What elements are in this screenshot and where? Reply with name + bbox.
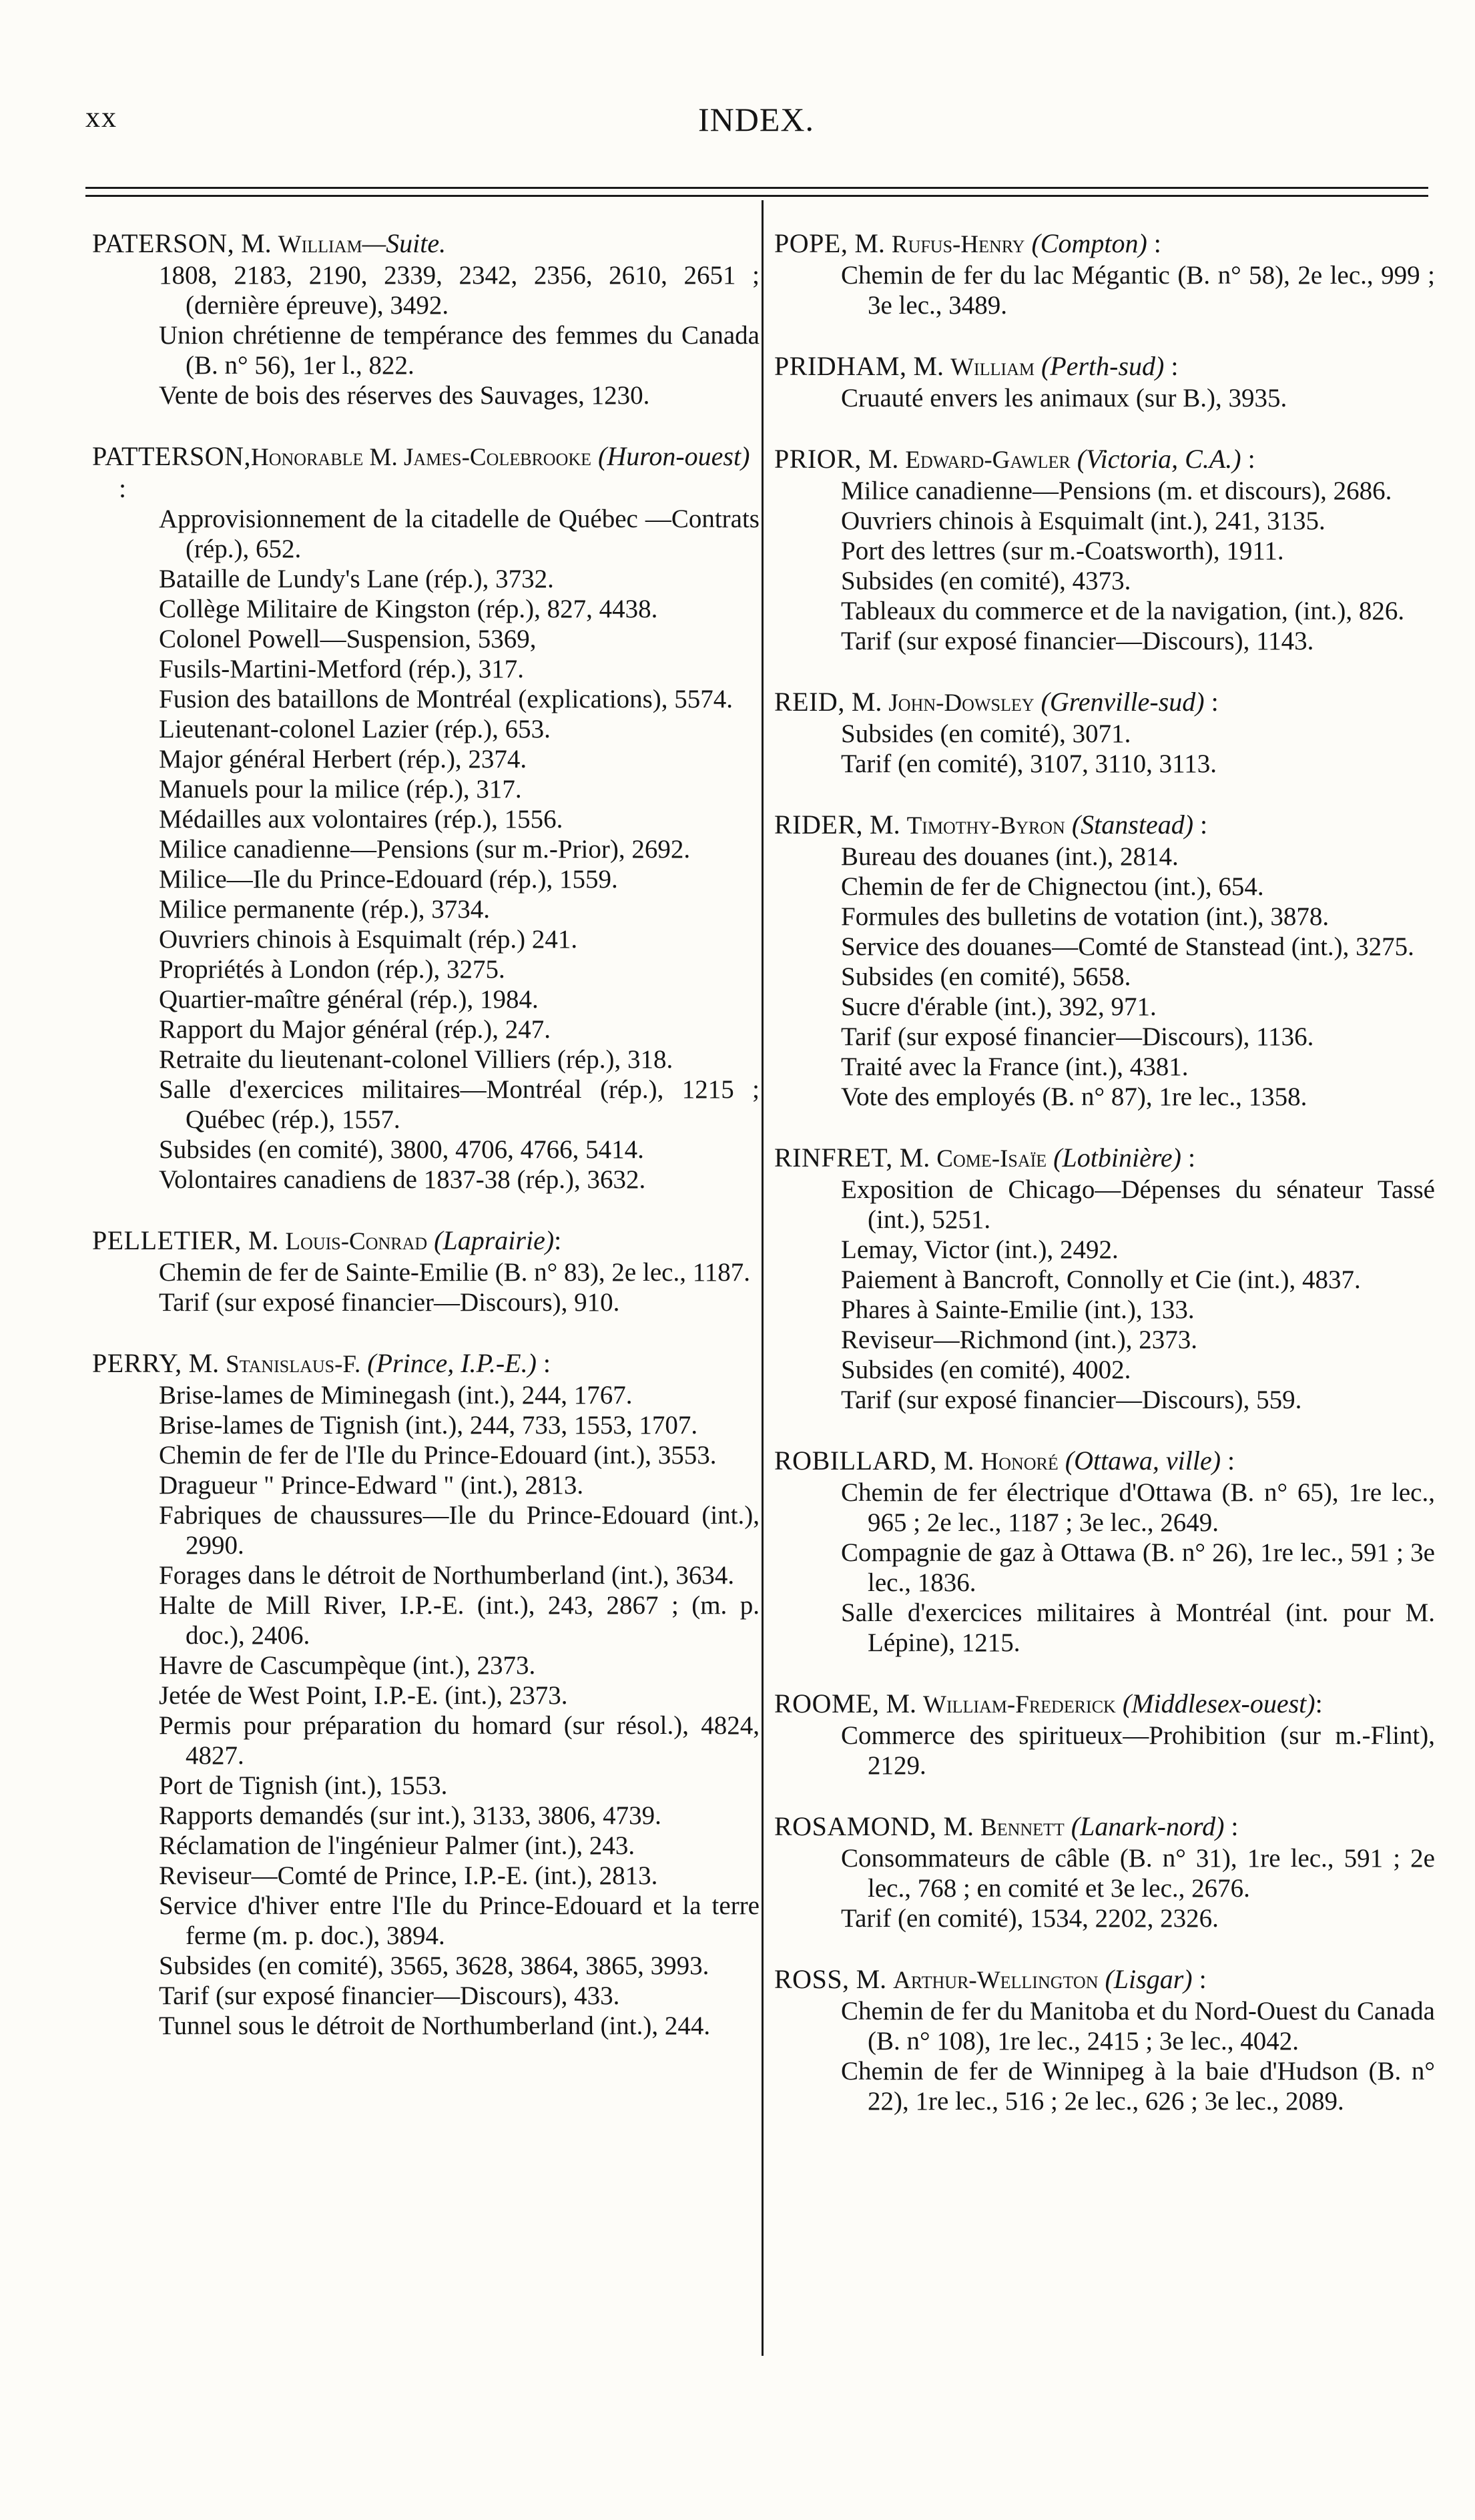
subject-line: Jetée de West Point, I.P.-E. (int.), 2373. <box>159 1681 568 1710</box>
entry-heading <box>774 228 1435 260</box>
entry-heading <box>774 1688 1435 1720</box>
subject-line: Subsides (en comité), 4373. <box>841 567 1131 595</box>
member-given-name: Honorable M. James-Colebrooke <box>251 444 592 471</box>
member-honorific: M. <box>863 810 907 840</box>
subject-line: Fusils-Martini-Metford (rép.), 317. <box>159 655 524 683</box>
subject-line: Vote des employés (B. n° 87), 1re lec., 1358. <box>841 1082 1307 1111</box>
subject-line: Quartier-maître général (rép.), 1984. <box>159 985 539 1014</box>
heading-tail: : <box>119 473 127 503</box>
subject-line: Fabriques de chaussures—Ile du Prince-Edouard (int.), 2990. <box>159 1501 760 1560</box>
member-surname: ROBILLARD, <box>774 1446 937 1476</box>
member-given-name: Come-Isaïe <box>936 1145 1047 1173</box>
right-column <box>774 228 1435 2147</box>
subject-line: Tarif (sur exposé financier—Discours), 910. <box>159 1288 620 1317</box>
subject-line: Dragueur " Prince-Edward " (int.), 2813. <box>159 1471 584 1500</box>
member-surname: RINFRET, <box>774 1143 893 1173</box>
subject-line: Commerce des spiritueux—Prohibition (sur m.-Flint), 2129. <box>841 1721 1435 1780</box>
member-suffix: —Suite. <box>362 228 447 258</box>
member-given-name: John-Dowsley <box>888 689 1035 717</box>
member-honorific: M. <box>936 1811 981 1841</box>
page-number: xx <box>85 101 117 133</box>
subject-line: Subsides (en comité), 3800, 4706, 4766, 5414. <box>159 1135 644 1164</box>
member-surname: ROSAMOND, <box>774 1811 937 1841</box>
subject-line: Bureau des douanes (int.), 2814. <box>841 842 1179 871</box>
column-divider <box>762 200 764 2356</box>
page-header <box>85 100 1427 147</box>
entry-heading <box>92 1225 760 1257</box>
index-entry <box>774 228 1435 320</box>
member-given-name: Stanislaus-F. <box>226 1351 361 1378</box>
subject-line: Brise-lames de Tignish (int.), 244, 733, 1553, 1707. <box>159 1411 698 1440</box>
subject-line: Subsides (en comité), 3071. <box>841 719 1131 748</box>
subject-line: Réclamation de l'ingénieur Palmer (int.), 243. <box>159 1831 635 1860</box>
subject-line: Exposition de Chicago—Dépenses du sénateur Tassé (int.), 5251. <box>841 1175 1435 1234</box>
subject-line: Subsides (en comité), 5658. <box>841 962 1131 991</box>
entry-heading <box>774 1964 1435 1996</box>
member-honorific: M. <box>892 1143 937 1173</box>
member-honorific: M. <box>936 1446 981 1476</box>
member-surname: RIDER, <box>774 810 863 840</box>
subject-line: Milice—Ile du Prince-Edouard (rép.), 1559. <box>159 865 618 894</box>
member-honorific: M. <box>848 228 892 258</box>
member-honorific: M. <box>182 1348 226 1378</box>
subject-line: Chemin de fer de Sainte-Emilie (B. n° 83), 2e lec., 1187. <box>159 1258 750 1287</box>
member-honorific: M. <box>861 444 906 474</box>
subject-line: Lemay, Victor (int.), 2492. <box>841 1235 1119 1264</box>
member-given-name: Louis-Conrad <box>285 1228 428 1255</box>
member-riding: (Lisgar) <box>1105 1964 1193 1994</box>
index-entry <box>92 1225 760 1317</box>
heading-tail: : <box>1192 1964 1207 1994</box>
heading-tail: : <box>1315 1688 1323 1718</box>
index-entry <box>774 444 1435 656</box>
subject-line: Colonel Powell—Suspension, 5369, <box>159 625 537 653</box>
heading-tail: : <box>1224 1811 1239 1841</box>
member-given-name: Edward-Gawler <box>905 446 1071 474</box>
subject-line: Formules des bulletins de votation (int.), 3878. <box>841 902 1330 931</box>
member-honorific: M. <box>241 1225 286 1255</box>
subject-line: Consommateurs de câble (B. n° 31), 1re lec., 591 ; 2e lec., 768 ; en comité et 3e lec., 2676. <box>841 1844 1435 1903</box>
index-entry <box>774 1446 1435 1658</box>
member-surname: REID, <box>774 687 845 717</box>
subject-line: Tarif (en comité), 3107, 3110, 3113. <box>841 749 1217 778</box>
heading-tail: : <box>554 1225 562 1255</box>
subject-line: Chemin de fer électrique d'Ottawa (B. n° 65), 1re lec., 965 ; 2e lec., 1187 ; 3e lec., 2649. <box>841 1478 1435 1537</box>
subject-line: Cruauté envers les animaux (sur B.), 3935. <box>841 384 1287 412</box>
member-honorific: M. <box>906 351 951 381</box>
member-riding: (Grenville-sud) <box>1041 687 1205 717</box>
member-riding: (Perth-sud) <box>1041 351 1165 381</box>
subject-line: Chemin de fer de Chignectou (int.), 654. <box>841 872 1264 901</box>
entry-heading <box>774 1811 1435 1843</box>
index-entry <box>774 1964 1435 2116</box>
member-surname: PERRY, <box>92 1348 182 1378</box>
header-rule-top <box>85 187 1428 189</box>
subject-line: Milice canadienne—Pensions (sur m.-Prior), 2692. <box>159 835 691 864</box>
subject-line: Port de Tignish (int.), 1553. <box>159 1771 448 1800</box>
subject-line: Volontaires canadiens de 1837-38 (rép.), 3632. <box>159 1165 646 1194</box>
member-riding: (Lotbinière) <box>1053 1143 1181 1173</box>
member-surname: PATTERSON, <box>92 441 252 471</box>
member-given-name: Bennett <box>980 1814 1065 1841</box>
member-honorific: M. <box>849 1964 894 1994</box>
subject-line: Milice canadienne—Pensions (m. et discours), 2686. <box>841 477 1392 505</box>
subject-line: Médailles aux volontaires (rép.), 1556. <box>159 805 563 834</box>
index-entry <box>774 687 1435 779</box>
subject-line: Service des douanes—Comté de Stanstead (int.), 3275. <box>841 932 1414 961</box>
subject-line: Chemin de fer du Manitoba et du Nord-Ouest du Canada (B. n° 108), 1re lec., 2415 ; 3e lec., 4042. <box>841 1997 1435 2056</box>
member-riding: (Ottawa, ville) <box>1065 1446 1221 1476</box>
subject-line: Ouvriers chinois à Esquimalt (int.), 241, 3135. <box>841 507 1325 535</box>
entry-heading <box>774 810 1435 842</box>
entry-heading <box>774 1143 1435 1175</box>
member-given-name: Honoré <box>980 1448 1059 1476</box>
subject-line: Vente de bois des réserves des Sauvages, 1230. <box>159 381 650 410</box>
member-given-name: William <box>950 354 1035 381</box>
subject-line: Salle d'exercices militaires à Montréal (int. pour M. Lépine), 1215. <box>841 1598 1435 1657</box>
subject-line: Traité avec la France (int.), 4381. <box>841 1052 1189 1081</box>
running-title: INDEX. <box>697 101 815 138</box>
header-rule-bottom <box>85 195 1428 197</box>
subject-line: Chemin de fer du lac Mégantic (B. n° 58), 2e lec., 999 ; 3e lec., 3489. <box>841 261 1435 320</box>
member-riding: (Victoria, C.A.) <box>1077 444 1241 474</box>
heading-tail: : <box>1241 444 1255 474</box>
subject-line: Paiement à Bancroft, Connolly et Cie (int.), 4837. <box>841 1265 1361 1294</box>
member-surname: PATERSON, <box>92 228 235 258</box>
member-riding: (Middlesex-ouest) <box>1122 1688 1315 1718</box>
subject-line: Milice permanente (rép.), 3734. <box>159 895 490 924</box>
subject-line: Rapport du Major général (rép.), 247. <box>159 1015 551 1044</box>
entry-heading <box>774 1446 1435 1478</box>
subject-line: Halte de Mill River, I.P.-E. (int.), 243, 2867 ; (m. p. doc.), 2406. <box>159 1591 760 1650</box>
member-honorific: M. <box>234 228 278 258</box>
entry-heading <box>774 444 1435 476</box>
index-entry <box>774 810 1435 1112</box>
subject-line: Fusion des bataillons de Montréal (explications), 5574. <box>159 685 733 713</box>
subject-line: Brise-lames de Miminegash (int.), 244, 1767. <box>159 1381 633 1409</box>
subject-line: Tarif (sur exposé financier—Discours), 433. <box>159 1981 620 2010</box>
member-given-name: Rufus-Henry <box>891 231 1025 258</box>
member-riding: (Huron-ouest) <box>598 441 750 471</box>
subject-line: Collège Militaire de Kingston (rép.), 827, 4438. <box>159 595 658 623</box>
member-surname: ROSS, <box>774 1964 850 1994</box>
member-riding: (Lanark-nord) <box>1071 1811 1225 1841</box>
subject-line: Bataille de Lundy's Lane (rép.), 3732. <box>159 565 554 593</box>
heading-tail: : <box>1221 1446 1235 1476</box>
subject-line: Lieutenant-colonel Lazier (rép.), 653. <box>159 715 551 743</box>
index-entry <box>774 1143 1435 1415</box>
member-riding: (Stanstead) <box>1071 810 1194 840</box>
subject-line: Subsides (en comité), 4002. <box>841 1355 1131 1384</box>
heading-tail: : <box>1147 228 1161 258</box>
heading-tail: : <box>1181 1143 1196 1173</box>
subject-line: Compagnie de gaz à Ottawa (B. n° 26), 1re lec., 591 ; 3e lec., 1836. <box>841 1538 1435 1597</box>
member-given-name: Arthur-Wellington <box>893 1967 1099 1994</box>
subject-line: Chemin de fer de Winnipeg à la baie d'Hudson (B. n° 22), 1re lec., 516 ; 2e lec., 626 ; 3e lec., 2089. <box>841 2057 1435 2116</box>
subject-line: Port des lettres (sur m.-Coatsworth), 1911. <box>841 537 1284 565</box>
subject-line: Rapports demandés (sur int.), 3133, 3806, 4739. <box>159 1801 661 1830</box>
member-surname: ROOME, <box>774 1688 880 1718</box>
member-honorific: M. <box>879 1688 924 1718</box>
subject-line: Reviseur—Comté de Prince, I.P.-E. (int.), 2813. <box>159 1861 658 1890</box>
subject-line: Tunnel sous le détroit de Northumberland (int.), 244. <box>159 2011 711 2040</box>
member-given-name: Timothy-Byron <box>906 812 1065 840</box>
member-honorific: M. <box>844 687 889 717</box>
index-entry <box>774 1811 1435 1933</box>
subject-line: Tarif (sur exposé financier—Discours), 559. <box>841 1385 1302 1414</box>
subject-line: Tarif (sur exposé financier—Discours), 1143. <box>841 627 1314 655</box>
member-given-name: William-Frederick <box>923 1691 1116 1718</box>
member-surname: POPE, <box>774 228 848 258</box>
entry-heading <box>774 687 1435 719</box>
heading-tail: : <box>1164 351 1179 381</box>
entry-heading <box>774 351 1435 383</box>
subject-line: Major général Herbert (rép.), 2374. <box>159 745 527 773</box>
entry-heading <box>92 228 760 260</box>
subject-line: Tarif (en comité), 1534, 2202, 2326. <box>841 1904 1219 1933</box>
left-column <box>92 228 760 2072</box>
member-surname: PELLETIER, <box>92 1225 242 1255</box>
subject-line: Ouvriers chinois à Esquimalt (rép.) 241. <box>159 925 578 954</box>
member-given-name: William <box>278 231 362 258</box>
index-entry <box>92 1348 760 2041</box>
subject-line: Permis pour préparation du homard (sur résol.), 4824, 4827. <box>159 1711 760 1770</box>
subject-line: Chemin de fer de l'Ile du Prince-Edouard (int.), 3553. <box>159 1441 717 1470</box>
subject-line: Sucre d'érable (int.), 392, 971. <box>841 992 1157 1021</box>
subject-line: Reviseur—Richmond (int.), 2373. <box>841 1325 1198 1354</box>
subject-line: Havre de Cascumpèque (int.), 2373. <box>159 1651 536 1680</box>
subject-line: Union chrétienne de tempérance des femmes du Canada (B. n° 56), 1er l., 822. <box>159 321 760 380</box>
member-surname: PRIOR, <box>774 444 862 474</box>
subject-line: Phares à Sainte-Emilie (int.), 133. <box>841 1295 1195 1324</box>
index-entry <box>774 1688 1435 1781</box>
subject-line: Salle d'exercices militaires—Montréal (rép.), 1215 ; Québec (rép.), 1557. <box>159 1075 760 1134</box>
subject-line: 1808, 2183, 2190, 2339, 2342, 2356, 2610, 2651 ; (dernière épreuve), 3492. <box>159 261 760 320</box>
member-riding: (Laprairie) <box>434 1225 555 1255</box>
subject-line: Service d'hiver entre l'Ile du Prince-Edouard et la terre ferme (m. p. doc.), 3894. <box>159 1891 760 1950</box>
subject-line: Tarif (sur exposé financier—Discours), 1136. <box>841 1022 1314 1051</box>
member-riding: (Prince, I.P.-E.) <box>367 1348 537 1378</box>
index-entry <box>92 441 760 1195</box>
heading-tail: : <box>1204 687 1219 717</box>
index-entry <box>92 228 760 410</box>
subject-line: Approvisionnement de la citadelle de Québec —Contrats (rép.), 652. <box>159 505 760 563</box>
entry-heading <box>92 1348 760 1380</box>
member-riding: (Compton) <box>1031 228 1147 258</box>
entry-heading <box>92 441 760 504</box>
subject-line: Manuels pour la milice (rép.), 317. <box>159 775 522 804</box>
heading-tail: : <box>536 1348 551 1378</box>
subject-line: Propriétés à London (rép.), 3275. <box>159 955 505 984</box>
member-surname: PRIDHAM, <box>774 351 907 381</box>
heading-tail: : <box>1193 810 1208 840</box>
subject-line: Subsides (en comité), 3565, 3628, 3864, 3865, 3993. <box>159 1951 709 1980</box>
subject-line: Tableaux du commerce et de la navigation, (int.), 826. <box>841 597 1405 625</box>
subject-line: Forages dans le détroit de Northumberland (int.), 3634. <box>159 1561 735 1590</box>
index-entry <box>774 351 1435 413</box>
subject-line: Retraite du lieutenant-colonel Villiers (rép.), 318. <box>159 1045 673 1074</box>
